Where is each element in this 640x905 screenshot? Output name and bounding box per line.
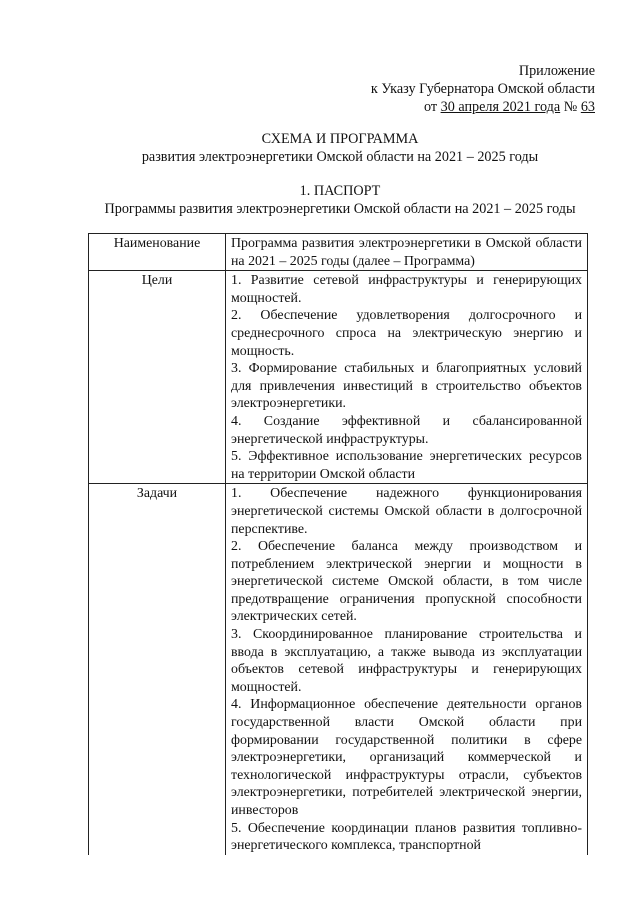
decree-number: 63 xyxy=(580,99,595,115)
row-label: Наименование xyxy=(89,234,226,271)
list-item: 4. Информационное обеспечение деятельности органов государственной власти Омской области при формировании государственной политики в сфере электроэнергетики, организаций коммерческой и технологической инфраструктуры отрасли, субъектов электроэнергетики, потребителей электрической энергии, инвесторов xyxy=(231,697,582,818)
passport-table xyxy=(88,233,588,855)
table-row xyxy=(89,234,588,271)
list-item: 5. Эффективное использование энергетических ресурсов на территории Омской области xyxy=(231,449,582,482)
appendix-line-3 xyxy=(371,98,595,116)
date-prefix: от xyxy=(423,99,441,115)
section-line-1: 1. ПАСПОРТ xyxy=(299,183,381,199)
appendix-line-1: Приложение xyxy=(518,63,595,79)
list-item: 3. Формирование стабильных и благоприятных условий для привлечения инвестиций в строительство объектов электроэнергетики. xyxy=(231,361,582,412)
title-line-1: СХЕМА И ПРОГРАММА xyxy=(261,131,419,147)
list-item: 4. Создание эффективной и сбалансированной энергетической инфраструктуры. xyxy=(231,413,582,447)
table-row xyxy=(89,484,588,855)
row-value xyxy=(226,271,588,484)
row-value xyxy=(226,234,588,271)
table-row xyxy=(89,271,588,484)
section-heading xyxy=(40,182,640,218)
row-label: Задачи xyxy=(89,484,226,855)
title-line-2: развития электроэнергетики Омской области на 2021 – 2025 годы xyxy=(141,149,539,165)
list-item: 2. Обеспечение баланса между производством и потреблением электрической энергии и мощности в энергетической системе Омской области, в том числе предотвращение ограничения пропускной способности электрических сетей. xyxy=(231,539,582,625)
document-title xyxy=(40,130,640,166)
appendix-line-2: к Указу Губернатора Омской области xyxy=(370,81,595,97)
number-sign: № xyxy=(560,99,581,115)
row-label: Цели xyxy=(89,271,226,484)
appendix-header xyxy=(371,62,595,116)
list-item: 1. Обеспечение надежного функционирования энергетической системы Омской области в долгосрочной перспективе. xyxy=(231,486,582,537)
list-item: 2. Обеспечение удовлетворения долгосрочного и среднесрочного спроса на электрическую энергию и мощность. xyxy=(231,308,582,359)
list-item: 5. Обеспечение координации планов развития топливно-энергетического комплекса, транспортной xyxy=(231,820,582,854)
section-line-2: Программы развития электроэнергетики Омской области на 2021 – 2025 годы xyxy=(104,201,576,217)
list-item: 3. Скоординированное планирование строительства и ввода в эксплуатацию, а также вывода из эксплуатации объектов сетевой инфраструктуры и генерирующих мощностей. xyxy=(231,627,582,695)
decree-date: 30 апреля 2021 года xyxy=(440,99,561,115)
list-item: 1. Развитие сетевой инфраструктуры и генерирующих мощностей. xyxy=(231,273,582,306)
list-item: Программа развития электроэнергетики в Омской области на 2021 – 2025 годы (далее – Программа) xyxy=(231,236,582,269)
row-value xyxy=(226,484,588,855)
